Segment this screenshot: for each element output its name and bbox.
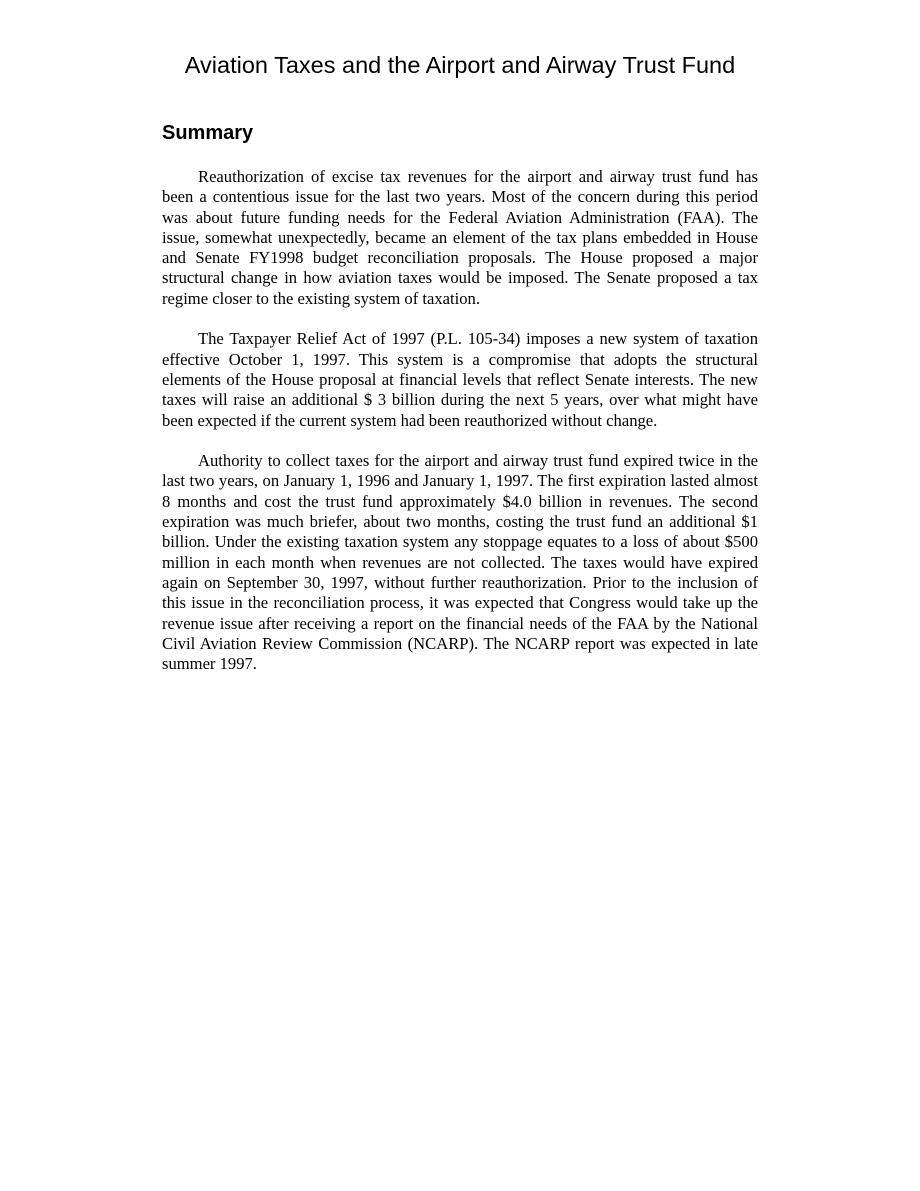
section-heading-summary: Summary [162, 122, 254, 144]
paragraph-2: The Taxpayer Relief Act of 1997 (P.L. 105-34) imposes a new system of taxation effective October 1, 1997. This system is a compromise that adopts the structural elements of the House proposal at financial levels that reflect Senate interests. The new taxes will raise an additional $ 3 billion during the next 5 years, over what might have been expected if the current system had been reauthorized without change. [162, 329, 758, 430]
summary-body [162, 167, 758, 695]
document-title: Aviation Taxes and the Airport and Airway Trust Fund [184, 52, 736, 78]
paragraph-1: Reauthorization of excise tax revenues for the airport and airway trust fund has been a contentious issue for the last two years. Most of the concern during this period was about future funding needs for the Federal Aviation Administration (FAA). The issue, somewhat unexpectedly, became an element of the tax plans embedded in House and Senate FY1998 budget reconciliation proposals. The House proposed a major structural change in how aviation taxes would be imposed. The Senate proposed a tax regime closer to the existing system of taxation. [162, 167, 758, 308]
paragraph-3: Authority to collect taxes for the airport and airway trust fund expired twice in the last two years, on January 1, 1996 and January 1, 1997. The first expiration lasted almost 8 months and cost the trust fund approximately $4.0 billion in revenues. The second expiration was much briefer, about two months, costing the trust fund an additional $1 billion. Under the existing taxation system any stoppage equates to a loss of about $500 million in each month when revenues are not collected. The taxes would have expired again on September 30, 1997, without further reauthorization. Prior to the inclusion of this issue in the reconciliation process, it was expected that Congress would take up the revenue issue after receiving a report on the financial needs of the FAA by the National Civil Aviation Review Commission (NCARP). The NCARP report was expected in late summer 1997. [162, 451, 758, 674]
